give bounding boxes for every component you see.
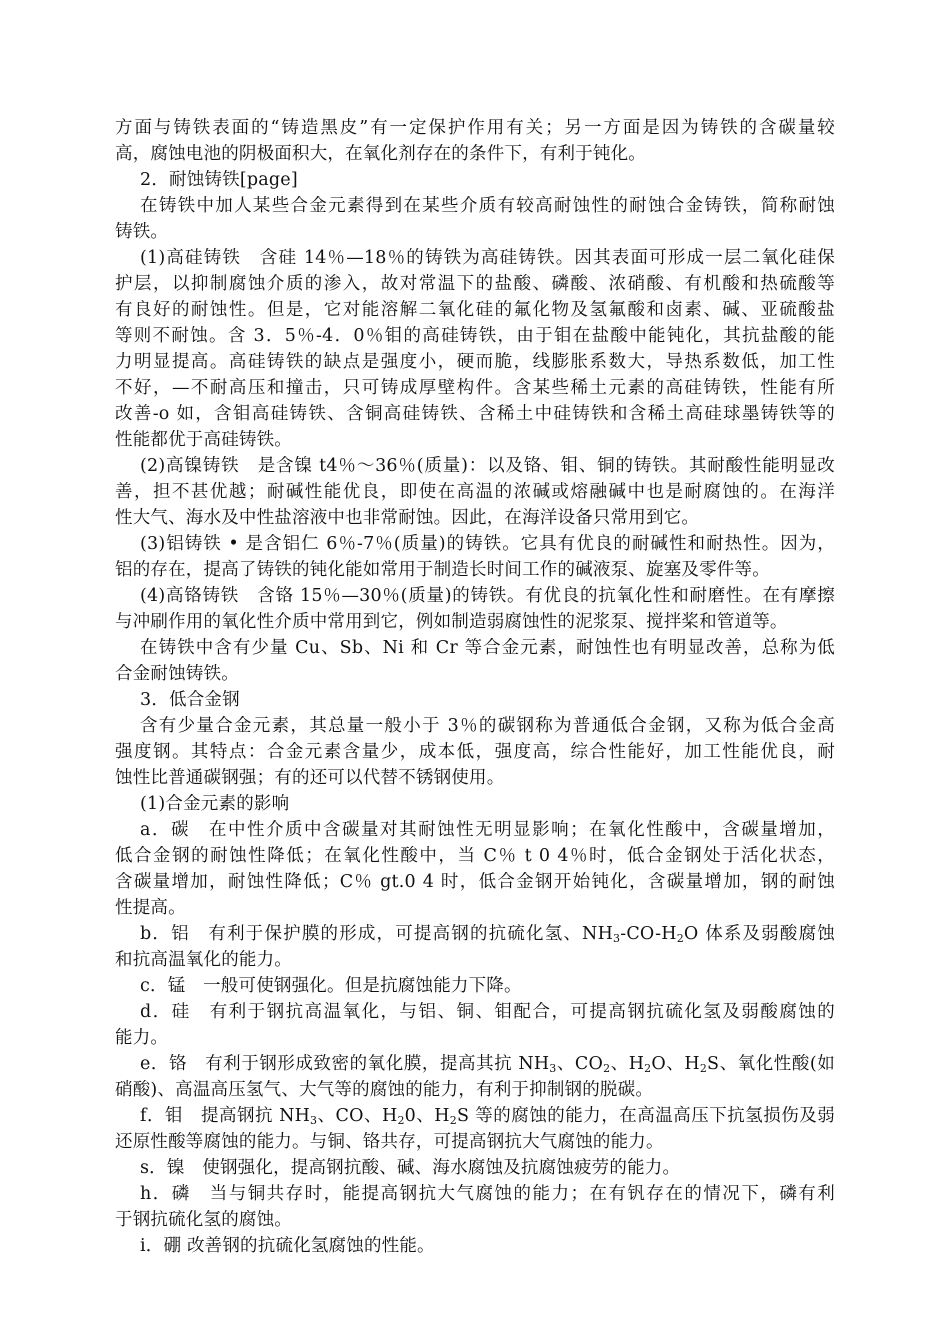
- text-line: 与冲刷作用的氧化性介质中常用到它，例如制造弱腐蚀性的泥浆泵、搅拌桨和管道等。: [115, 612, 788, 632]
- text-line: 铝的存在，提高了铸铁的钝化能如常用于制造长时间工作的碱液泵、旋塞及零件等。: [115, 560, 770, 580]
- text-line: (3)铝铸铁 • 是含铝仁 6％-7％(质量)的铸铁。它具有优良的耐碱性和耐热性。因为，: [140, 534, 835, 554]
- text-line: 性提高。: [115, 898, 186, 918]
- text-line: 含碳量增加，耐蚀性降低；C％ gt.0 4 时，低合金钢开始钝化，含碳量增加，钢的耐蚀: [115, 872, 835, 892]
- text-line: 高，腐蚀电池的阴极面积大，在氧化剂存在的条件下，有利于钝化。: [115, 144, 646, 164]
- text-line: 硝酸)、高温高压氢气、大气等的腐蚀的能力，有利于抑制钢的脱碳。: [115, 1080, 654, 1100]
- text-line: 等则不耐蚀。含 3．5％-4．0％钼的高硅铸铁，由于钼在盐酸中能钝化，其抗盐酸的能: [115, 326, 835, 346]
- text-line: h．磷 当与铜共存时，能提高钢抗大气腐蚀的能力；在有钒存在的情况下，磷有利: [140, 1184, 835, 1204]
- text-line: (1)高硅铸铁 含硅 14％—18％的铸铁为高硅铸铁。因其表面可形成一层二氧化硅保: [140, 248, 835, 268]
- text-line: 蚀性比普通碳钢强；有的还可以代替不锈钢使用。: [115, 768, 505, 788]
- text-line: a．碳 在中性介质中含碳量对其耐蚀性无明显影响；在氧化性酸中，含碳量增加，: [140, 820, 835, 840]
- text-line: d．硅 有利于钢抗高温氧化，与铝、铜、钼配合，可提高钢抗硫化氢及弱酸腐蚀的: [140, 1002, 835, 1022]
- section-heading: 3．低合金钢: [140, 690, 240, 710]
- text-line: 还原性酸等腐蚀的能力。与铜、铬共存，可提高钢抗大气腐蚀的能力。: [115, 1132, 664, 1152]
- text-line: 改善-o 如，含钼高硅铸铁、含铜高硅铸铁、含稀土中硅铸铁和含稀土高硅球墨铸铁等的: [115, 404, 835, 424]
- text-line: 性大气、海水及中性盐溶液中也非常耐蚀。因此，在海洋设备只常用到它。: [115, 508, 700, 528]
- text-line: 含有少量合金元素，其总量一般小于 3％的碳钢称为普通低合金钢，又称为低合金高: [140, 716, 835, 736]
- text-line: (4)高铬铸铁 含铬 15％—30％(质量)的铸铁。有优良的抗氧化性和耐磨性。在有摩擦: [140, 586, 835, 606]
- text-line: 性能都优于高硅铸铁。: [115, 430, 292, 450]
- text-line: 在铸铁中加人某些合金元素得到在某些介质有较高耐蚀性的耐蚀合金铸铁，简称耐蚀: [140, 196, 835, 216]
- text-line: 力明显提高。高硅铸铁的缺点是强度小，硬而脆，线膨胀系数大，导热系数低，加工性: [115, 352, 835, 372]
- text-line: s．镍 使钢强化，提高钢抗酸、碱、海水腐蚀及抗腐蚀疲劳的能力。: [140, 1158, 681, 1178]
- text-line: 能力。: [115, 1028, 169, 1048]
- text-line: 善，担不甚优越；耐碱性能优良，即使在高温的浓碱或熔融碱中也是耐腐蚀的。在海洋: [115, 482, 835, 502]
- text-line: i．硼 改善钢的抗硫化氢腐蚀的性能。: [140, 1236, 435, 1256]
- section-heading: 2．耐蚀铸铁[page]: [140, 170, 298, 190]
- text-line: 护层，以抑制腐蚀介质的渗入，故对常温下的盐酸、磷酸、浓硝酸、有机酸和热硫酸等: [115, 274, 835, 294]
- text-line: 和抗高温氧化的能力。: [115, 950, 292, 970]
- text-line: 强度钢。其特点：合金元素含量少，成本低，强度高，综合性能好，加工性能优良，耐: [115, 742, 835, 762]
- text-line: 铸铁。: [115, 222, 169, 242]
- text-line: 合金耐蚀铸铁。: [115, 664, 239, 684]
- text-line: 有良好的耐蚀性。但是，它对能溶解二氧化硅的氟化物及氢氟酸和卤素、碱、亚硫酸盐: [115, 300, 835, 320]
- subsection-heading: (1)合金元素的影响: [140, 794, 290, 814]
- text-line: 不好，—不耐高压和撞击，只可铸成厚壁构件。含某些稀土元素的高硅铸铁，性能有所: [115, 378, 835, 398]
- text-line: 方面与铸铁表面的“铸造黑皮”有一定保护作用有关；另一方面是因为铸铁的含碳量较: [115, 118, 835, 138]
- text-line: 低合金钢的耐蚀性降低；在氧化性酸中，当 C％ t 0 4％时，低合金钢处于活化状态，: [115, 846, 835, 866]
- text-line: b．铝 有利于保护膜的形成，可提高钢的抗硫化氢、$NH_3-CO-H_2O$ 体系及弱酸腐蚀: [140, 924, 835, 945]
- text-line: 于钢抗硫化氢的腐蚀。: [115, 1210, 292, 1230]
- text-line: e．铬 有利于钢形成致密的氧化膜，提高其抗 $NH_3$、$CO_2$、$H_2O$、$H_2S$、氧化性酸(如: [140, 1054, 835, 1075]
- text-line: c．锰 一般可使钢强化。但是抗腐蚀能力下降。: [140, 976, 522, 996]
- text-line: (2)高镍铸铁 是含镍 t4％～36％(质量)：以及铬、钼、铜的铸铁。其耐酸性能明显改: [140, 456, 835, 476]
- text-line: 在铸铁中含有少量 Cu、Sb、Ni 和 Cr 等合金元素，耐蚀性也有明显改善，总称为低: [140, 638, 835, 658]
- text-line: f．钼 提高钢抗 $NH_3$、CO、$H_20$、$H_2S$ 等的腐蚀的能力，在高温高压下抗氢损伤及弱: [140, 1106, 835, 1127]
